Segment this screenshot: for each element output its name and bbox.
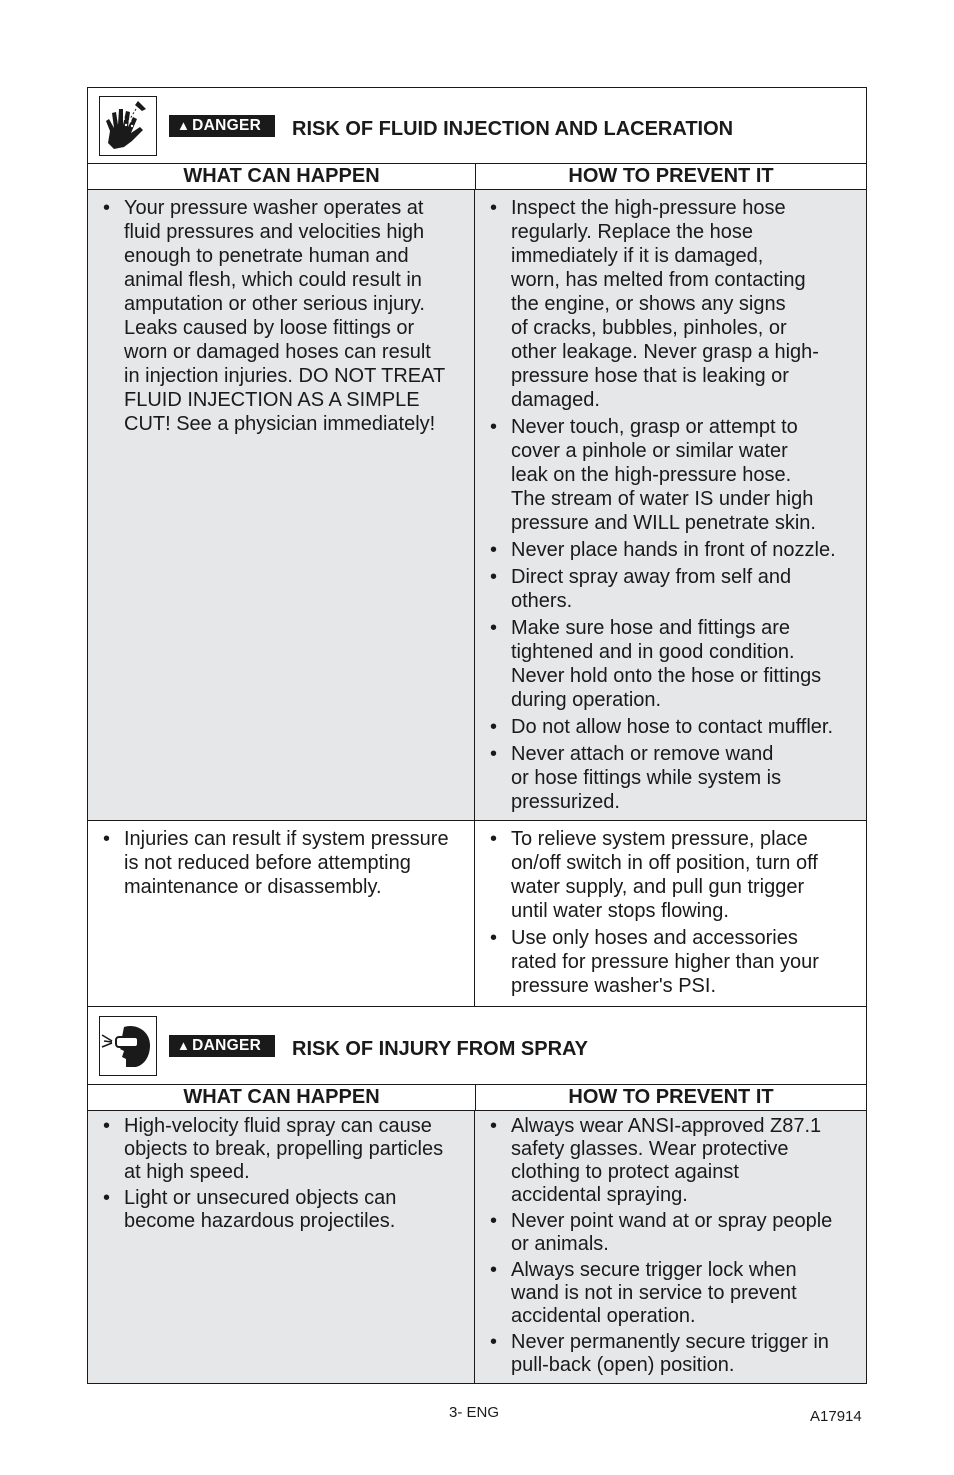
list-item: • Always secure trigger lock when wand is not in service to prevent accidental operation. bbox=[487, 1259, 866, 1328]
how-to-prevent-header: HOW TO PREVENT IT bbox=[568, 1086, 774, 1108]
list-item: • Never attach or remove wand or hose fittings while system is pressurized. bbox=[487, 742, 866, 814]
list-item: • Never point wand at or spray people or animals. bbox=[487, 1210, 866, 1256]
list-item: • Light or unsecured objects can become hazardous projectiles. bbox=[100, 1187, 474, 1233]
column-headers bbox=[88, 1085, 866, 1111]
list-item: • Never place hands in front of nozzle. bbox=[487, 538, 866, 562]
list-item: • Inspect the high-pressure hose regularly. Replace the hose immediately if it is damaged, worn, has melted from contacting the engine, or shows any signs of cracks, bubbles, pinholes, or other leakage. Never grasp a high- pressure hose that is leaking or damaged. bbox=[487, 196, 866, 412]
how-to-prevent-header: HOW TO PREVENT IT bbox=[568, 165, 774, 187]
list-item: • Direct spray away from self and others. bbox=[487, 565, 866, 613]
danger-badge: ▲ DANGER bbox=[169, 1035, 275, 1057]
section-header-spray-injury bbox=[88, 1006, 866, 1085]
list-item: • Do not allow hose to contact muffler. bbox=[487, 715, 866, 739]
list-item: • Use only hoses and accessories rated for pressure higher than your pressure washer's PSI. bbox=[487, 926, 866, 998]
what-can-happen-header: WHAT CAN HAPPEN bbox=[88, 1085, 476, 1110]
happen-cell bbox=[88, 821, 475, 1006]
list-item: • Your pressure washer operates at fluid pressures and velocities high enough to penetrate human and animal flesh, which could result in amputation or other serious injury. Leaks caused by loose fittings or worn or damaged hoses can result in injection injuries. DO NOT TREAT FLUID INJECTION AS A SIMPLE CUT! See a physician immediately! bbox=[100, 196, 474, 436]
table-row bbox=[88, 1111, 866, 1383]
hand-injection-icon bbox=[99, 96, 157, 156]
section-header-fluid-injection bbox=[88, 88, 866, 164]
list-item: • High-velocity fluid spray can cause objects to break, propelling particles at high speed. bbox=[100, 1115, 474, 1184]
prevent-cell bbox=[475, 1111, 866, 1383]
section-title: RISK OF INJURY FROM SPRAY bbox=[292, 1038, 588, 1060]
document-code: A17914 bbox=[810, 1408, 862, 1425]
warning-triangle-icon: ▲ bbox=[177, 118, 191, 133]
page-number: 3- ENG bbox=[449, 1404, 500, 1421]
list-item: • Make sure hose and fittings are tightened and in good condition. Never hold onto the hose or fittings during operation. bbox=[487, 616, 866, 712]
table-row bbox=[88, 820, 866, 1006]
list-item: • Always wear ANSI-approved Z87.1 safety glasses. Wear protective clothing to protect against accidental spraying. bbox=[487, 1115, 866, 1207]
happen-cell bbox=[88, 190, 475, 820]
warning-triangle-icon: ▲ bbox=[177, 1038, 191, 1053]
list-item: • Never permanently secure trigger in pull-back (open) position. bbox=[487, 1331, 866, 1377]
what-can-happen-header: WHAT CAN HAPPEN bbox=[88, 164, 476, 189]
danger-badge: ▲ DANGER bbox=[169, 115, 275, 137]
list-item: • Never touch, grasp or attempt to cover a pinhole or similar water leak on the high-pressure hose. The stream of water IS under high pressure and WILL penetrate skin. bbox=[487, 415, 866, 535]
column-headers bbox=[88, 164, 866, 190]
prevent-cell bbox=[475, 821, 866, 1006]
prevent-cell bbox=[475, 190, 866, 820]
happen-cell bbox=[88, 1111, 475, 1383]
section-title: RISK OF FLUID INJECTION AND LACERATION bbox=[292, 118, 734, 140]
eye-protection-icon bbox=[99, 1016, 157, 1076]
list-item: • To relieve system pressure, place on/off switch in off position, turn off water supply, and pull gun trigger until water stops flowing. bbox=[487, 827, 866, 923]
list-item: • Injuries can result if system pressure is not reduced before attempting maintenance or disassembly. bbox=[100, 827, 474, 899]
table-row bbox=[88, 190, 866, 820]
safety-table bbox=[87, 87, 867, 1384]
